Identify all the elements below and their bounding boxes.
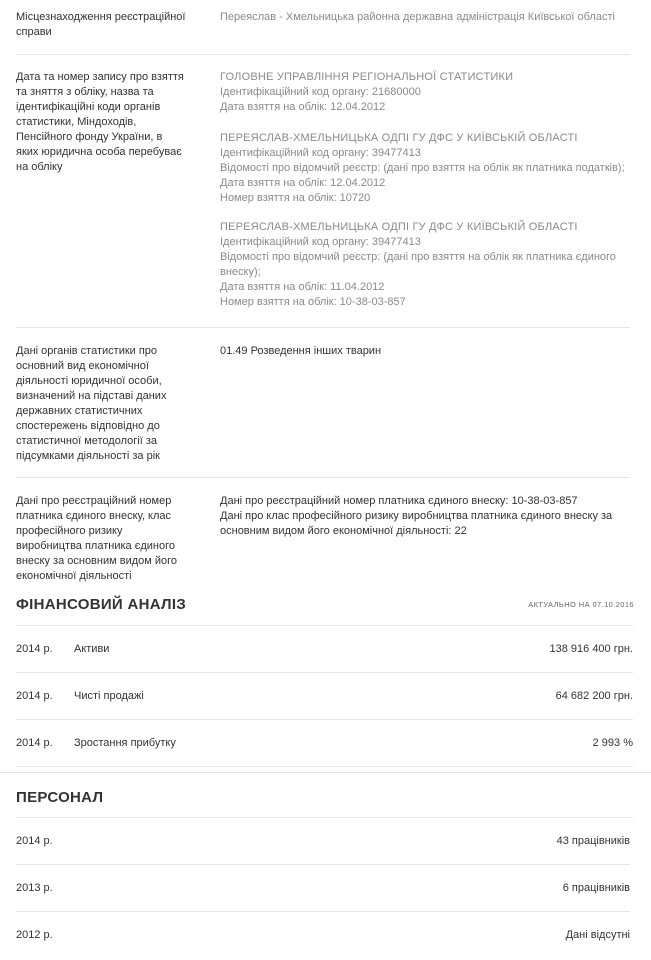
divider <box>16 477 630 478</box>
org-name: ПЕРЕЯСЛАВ-ХМЕЛЬНИЦЬКА ОДПІ ГУ ДФС У КИЇВСЬКІЙ ОБЛАСТІ <box>220 132 578 144</box>
org-code: Ідентифікаційний код органу: 39477413 <box>220 236 421 248</box>
finance-year: 2014 р. <box>16 690 53 702</box>
finance-value: 64 682 200 грн. <box>555 690 633 702</box>
finance-name: Зростання прибутку <box>74 737 176 749</box>
single-fee-label: Дані про реєстраційний номер платника єдиного внеску, клас професійного ризику виробництва платника єдиного внеску за основним видом його економічної діяльності <box>16 495 178 582</box>
org-date: Дата взяття на облік: 11.04.2012 <box>220 281 385 293</box>
personnel-year: 2012 р. <box>16 929 53 941</box>
divider <box>16 54 630 55</box>
section-divider <box>0 772 651 773</box>
org-info: Відомості про відомчий реєстр: (дані про взяття на облік як платника єдиного внеску); <box>220 251 616 278</box>
finance-row <box>16 720 633 767</box>
personnel-title: ПЕРСОНАЛ <box>16 789 104 806</box>
org-number: Номер взяття на облік: 10720 <box>220 192 371 204</box>
location-value: Переяслав - Хмельницька районна державна адміністрація Київської області <box>220 11 615 23</box>
org-date: Дата взяття на облік: 12.04.2012 <box>220 101 386 113</box>
org-number: Номер взяття на облік: 10-38-03-857 <box>220 296 406 308</box>
personnel-year: 2014 р. <box>16 835 53 847</box>
org-date: Дата взяття на облік: 12.04.2012 <box>220 177 386 189</box>
personnel-value: 43 працівників <box>556 835 630 847</box>
activity-label: Дані органів статистики про основний вид економічної діяльності юридичної особи, визначений на підставі даних державних статистичних спостережень відповідно до статистичної методології за підсумками діяльності за рік <box>16 345 167 462</box>
divider <box>16 327 630 328</box>
finance-year: 2014 р. <box>16 737 53 749</box>
finance-value: 2 993 % <box>592 737 633 749</box>
single-fee-line: Дані про клас професійного ризику виробництва платника єдиного внеску за основним видом його економічної діяльності: 22 <box>220 510 613 537</box>
single-fee-line: Дані про реєстраційний номер платника єдиного внеску: 10-38-03-857 <box>220 495 578 507</box>
location-label: Місцезнаходження реєстраційної справи <box>16 11 186 38</box>
actual-date: АКТУАЛЬНО НА 07.10.2016 <box>528 600 634 609</box>
org-name: ГОЛОВНЕ УПРАВЛІННЯ РЕГІОНАЛЬНОЇ СТАТИСТИКИ <box>220 71 514 83</box>
org-block <box>220 220 620 310</box>
personnel-value: Дані відсутні <box>565 929 630 941</box>
personnel-row <box>16 912 630 958</box>
finance-value: 138 916 400 грн. <box>549 643 633 655</box>
finance-row <box>16 673 633 720</box>
personnel-value: 6 працівників <box>562 882 630 894</box>
org-code: Ідентифікаційний код органу: 21680000 <box>220 86 421 98</box>
personnel-row <box>16 818 630 865</box>
finance-name: Чисті продажі <box>74 690 144 702</box>
personnel-year: 2013 р. <box>16 882 53 894</box>
finance-title: ФІНАНСОВИЙ АНАЛІЗ <box>16 596 187 613</box>
finance-row <box>16 626 633 673</box>
org-block <box>220 70 630 115</box>
finance-name: Активи <box>74 643 110 655</box>
org-code: Ідентифікаційний код органу: 39477413 <box>220 147 421 159</box>
org-name: ПЕРЕЯСЛАВ-ХМЕЛЬНИЦЬКА ОДПІ ГУ ДФС У КИЇВСЬКІЙ ОБЛАСТІ <box>220 221 578 233</box>
records-label: Дата та номер запису про взяття та зняття з обліку, назва та ідентифікаційні коди органів статистики, Міндоходів, Пенсійного фонду України, в яких юридична особа перебуває на обліку <box>16 71 184 173</box>
activity-value: 01.49 Розведення інших тварин <box>220 345 382 357</box>
org-block <box>220 131 630 206</box>
single-fee-value <box>220 494 620 539</box>
personnel-row <box>16 865 630 912</box>
finance-year: 2014 р. <box>16 643 53 655</box>
org-info: Відомості про відомчий реєстр: (дані про взяття на облік як платника податків); <box>220 162 625 174</box>
